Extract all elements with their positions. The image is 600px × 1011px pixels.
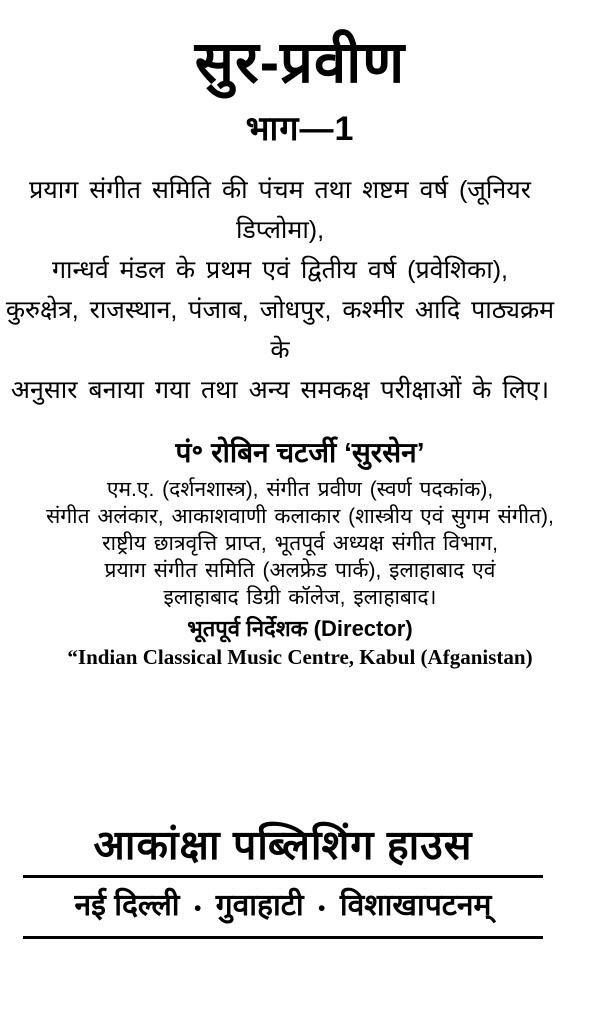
city-name: गुवाहाटी [215,889,304,922]
part-label: भाग—1 [245,110,355,148]
divider-line-bottom [23,936,543,939]
credential-line: एम.ए. (दर्शनशास्त्र), संगीत प्रवीण (स्वर्ण पदकांक), [106,478,494,501]
intro-line: प्रयाग संगीत समिति की पंचम तथा शष्टम वर्ष (जूनियर डिप्लोमा), [29,176,531,244]
publisher-name: आकांक्षा पब्लिशिंग हाउस [93,822,473,868]
bullet-icon: ● [317,900,326,916]
credential-line: संगीत अलंकार, आकाशवाणी कलाकार (शास्त्रीय एवं सुगम संगीत), [46,505,554,528]
intro-paragraph [0,170,560,410]
intro-line: कुरुक्षेत्र, राजस्थान, पंजाब, जोधपुर, कश्मीर आदि पाठ्यक्रम के [5,296,555,364]
publisher-cities-line [23,878,543,936]
credential-line: राष्ट्रीय छात्रवृत्ति प्राप्त, भूतपूर्व अध्यक्ष संगीत विभाग, [102,532,498,555]
book-title: सुर-प्रवीण [194,30,406,95]
credential-line: प्रयाग संगीत समिति (अलफ्रेड पार्क), इलाहाबाद एवं [104,559,496,582]
credential-line: इलाहाबाद डिग्री कॉलेज, इलाहाबाद। [163,586,437,609]
author-name: पं॰ रोबिन चटर्जी ‘सुरसेन’ [175,437,425,468]
bullet-icon: ● [193,900,202,916]
former-director-title: भूतपूर्व निर्देशक (Director) [187,616,413,641]
institute-name: “Indian Classical Music Centre, Kabul (Afganistan) [67,645,533,669]
publisher-section [23,815,543,939]
city-name: विशाखापटनम् [339,889,492,922]
author-credentials [0,476,600,611]
intro-line: गान्धर्व मंडल के प्रथम एवं द्वितीय वर्ष (प्रवेशिका), [51,256,509,284]
intro-line: अनुसार बनाया गया तथा अन्य समकक्ष परीक्षाओं के लिए। [10,376,550,404]
city-name: नई दिल्ली [74,889,180,922]
